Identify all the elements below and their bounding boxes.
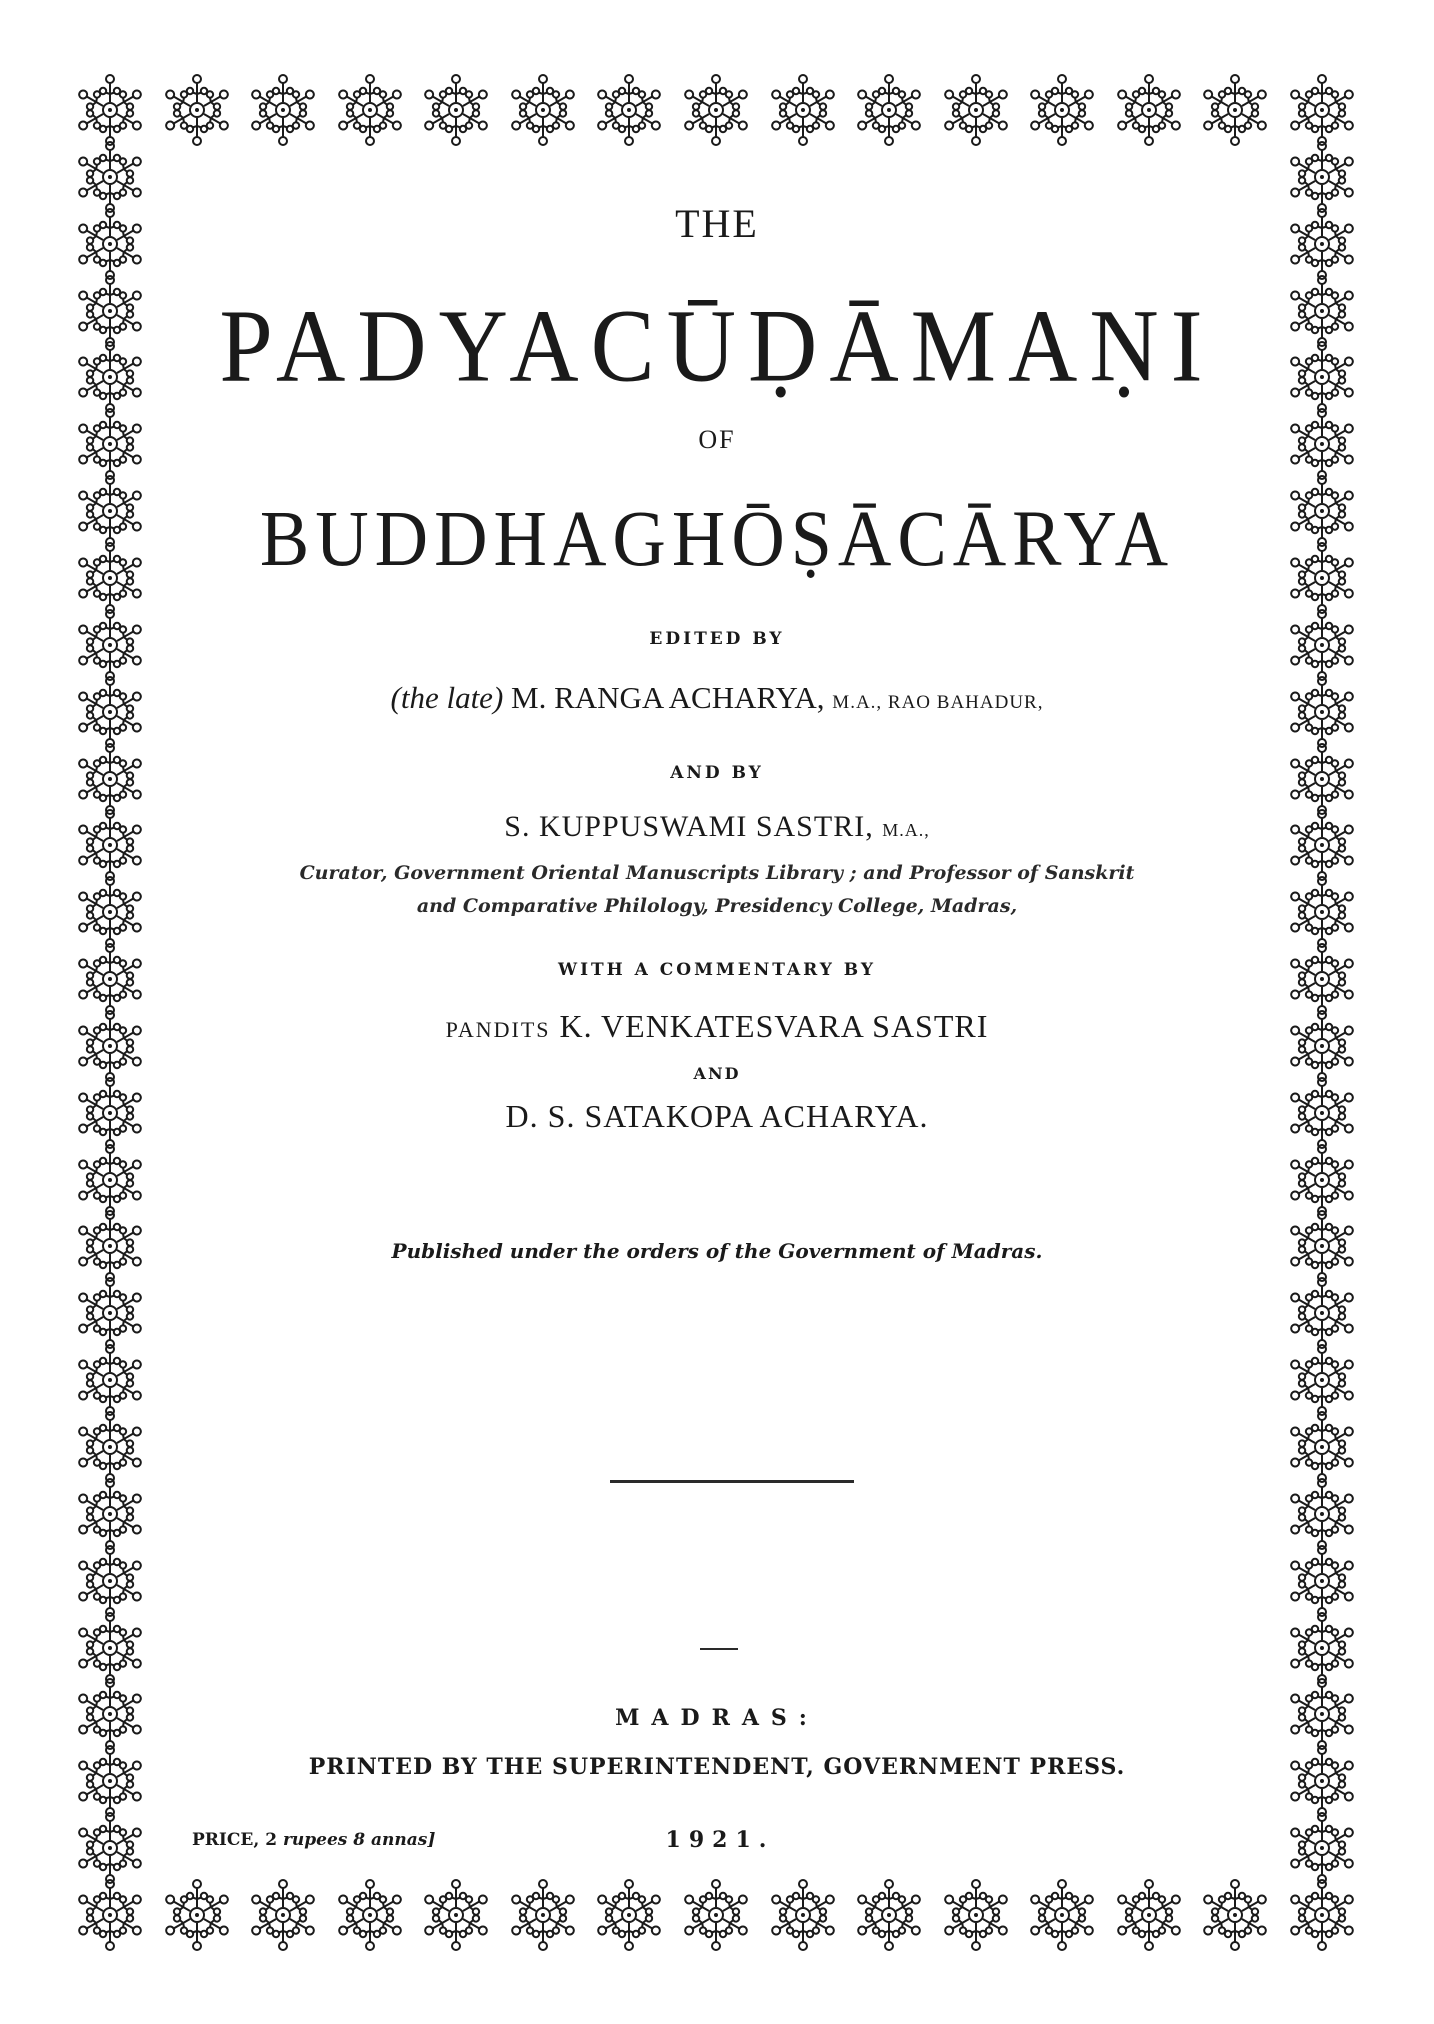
snowflake-ornament-icon [72,1342,148,1418]
snowflake-ornament-icon [591,72,667,148]
snowflake-ornament-icon [591,1877,667,1953]
snowflake-ornament-icon [938,72,1014,148]
snowflake-ornament-icon [1284,1208,1360,1284]
snowflake-ornament-icon [72,1142,148,1218]
snowflake-ornament-icon [1197,1877,1273,1953]
snowflake-ornament-icon [1111,1877,1187,1953]
snowflake-ornament-icon [1284,1877,1360,1953]
snowflake-ornament-icon [159,1877,235,1953]
snowflake-ornament-icon [1284,1275,1360,1351]
snowflake-ornament-icon [1024,72,1100,148]
editor-1-prefix: (the late) [390,680,504,715]
snowflake-ornament-icon [72,273,148,349]
snowflake-ornament-icon [1284,807,1360,883]
imprint-year: 1921. [665,1827,775,1853]
snowflake-ornament-icon [72,1409,148,1485]
snowflake-ornament-icon [938,1877,1014,1953]
snowflake-ornament-icon [72,941,148,1017]
snowflake-ornament-icon [72,1877,148,1953]
snowflake-ornament-icon [851,1877,927,1953]
publication-note: Published under the orders of the Government of Madras. [391,1239,1043,1263]
editor-1-name: M. RANGA ACHARYA, [511,680,825,715]
price-label: PRICE, 2 [192,1830,278,1850]
snowflake-ornament-icon [72,473,148,549]
main-title: PADYACŪḌĀMAṆI [219,287,1215,404]
price-note [192,1830,435,1850]
snowflake-ornament-icon [765,1877,841,1953]
snowflake-ornament-icon [72,1075,148,1151]
snowflake-ornament-icon [72,1208,148,1284]
snowflake-ornament-icon [1284,473,1360,549]
snowflake-ornament-icon [72,1008,148,1084]
snowflake-ornament-icon [1024,1877,1100,1953]
author-title: BUDDHAGHŌṢĀCĀRYA [259,494,1175,584]
commentator-prefix: PANDITS [445,1017,551,1042]
snowflake-ornament-icon [1284,607,1360,683]
snowflake-ornament-icon [72,874,148,950]
snowflake-ornament-icon [1284,874,1360,950]
and-by-label: AND BY [670,763,764,783]
snowflake-ornament-icon [72,339,148,415]
snowflake-ornament-icon [678,72,754,148]
snowflake-ornament-icon [72,540,148,616]
commentator-1-name: K. VENKATESVARA SASTRI [559,1008,989,1044]
snowflake-ornament-icon [1284,139,1360,215]
snowflake-ornament-icon [72,406,148,482]
editor-1 [200,680,1234,716]
snowflake-ornament-icon [72,1810,148,1886]
snowflake-ornament-icon [1284,1676,1360,1752]
snowflake-ornament-icon [1111,72,1187,148]
snowflake-ornament-icon [72,1476,148,1552]
snowflake-ornament-icon [1284,1476,1360,1552]
snowflake-ornament-icon [72,72,148,148]
imprint-place: MADRAS: [615,1705,819,1731]
snowflake-ornament-icon [765,72,841,148]
title-article: THE [675,201,759,246]
snowflake-ornament-icon [72,1543,148,1619]
editor-2-affiliation-line-2: and Comparative Philology, Presidency College, Madras, [416,895,1018,917]
snowflake-ornament-icon [1284,1610,1360,1686]
snowflake-ornament-icon [1284,1342,1360,1418]
snowflake-ornament-icon [1197,72,1273,148]
editor-2-name: S. KUPPUSWAMI SASTRI, [504,810,874,843]
snowflake-ornament-icon [332,72,408,148]
snowflake-ornament-icon [72,1676,148,1752]
editor-2-affiliation-line-1: Curator, Government Oriental Manuscripts Library ; and Professor of Sanskrit [299,862,1135,884]
editor-1-degree: M.A., RAO BAHADUR, [832,692,1044,713]
snowflake-ornament-icon [418,1877,494,1953]
commentator-2: D. S. SATAKOPA ACHARYA. [505,1098,929,1134]
snowflake-ornament-icon [418,72,494,148]
snowflake-ornament-icon [72,807,148,883]
snowflake-ornament-icon [1284,1075,1360,1151]
snowflake-ornament-icon [1284,1409,1360,1485]
snowflake-ornament-icon [245,72,321,148]
editor-2 [200,810,1234,844]
snowflake-ornament-icon [1284,1743,1360,1819]
snowflake-ornament-icon [1284,206,1360,282]
snowflake-ornament-icon [505,72,581,148]
snowflake-ornament-icon [1284,1543,1360,1619]
snowflake-ornament-icon [1284,339,1360,415]
snowflake-ornament-icon [1284,741,1360,817]
imprint-printer: PRINTED BY THE SUPERINTENDENT, GOVERNMENT PRESS. [308,1754,1126,1780]
commentator-and: AND [693,1064,741,1083]
short-rule [700,1648,738,1650]
edited-by-label: EDITED BY [649,629,785,649]
commentary-label: WITH A COMMENTARY BY [557,960,877,980]
snowflake-ornament-icon [1284,941,1360,1017]
snowflake-ornament-icon [72,1743,148,1819]
snowflake-ornament-icon [1284,1008,1360,1084]
snowflake-ornament-icon [72,1275,148,1351]
editor-2-degree: M.A., [882,820,930,840]
snowflake-ornament-icon [851,72,927,148]
snowflake-ornament-icon [1284,1810,1360,1886]
price-value: rupees 8 annas] [282,1830,436,1850]
title-of: OF [698,425,736,454]
snowflake-ornament-icon [1284,406,1360,482]
snowflake-ornament-icon [1284,540,1360,616]
commentator-1 [200,1008,1234,1045]
snowflake-ornament-icon [245,1877,321,1953]
snowflake-ornament-icon [72,1610,148,1686]
snowflake-ornament-icon [1284,674,1360,750]
divider-rule [610,1480,854,1483]
snowflake-ornament-icon [72,674,148,750]
snowflake-ornament-icon [678,1877,754,1953]
snowflake-ornament-icon [72,607,148,683]
snowflake-ornament-icon [72,206,148,282]
snowflake-ornament-icon [1284,273,1360,349]
snowflake-ornament-icon [72,741,148,817]
snowflake-ornament-icon [1284,72,1360,148]
snowflake-ornament-icon [332,1877,408,1953]
snowflake-ornament-icon [505,1877,581,1953]
snowflake-ornament-icon [1284,1142,1360,1218]
snowflake-ornament-icon [72,139,148,215]
snowflake-ornament-icon [159,72,235,148]
